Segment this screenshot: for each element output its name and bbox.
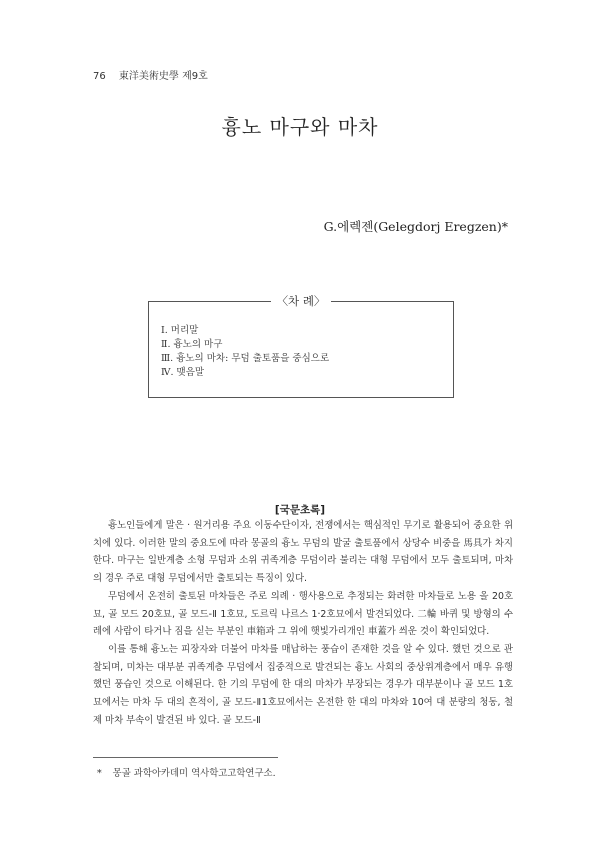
abstract-paragraph: 이를 통해 흉노는 피장자와 더불어 마차를 매납하는 풍습이 존재한 것을 알 수 있다. 했던 것으로 관찰되며, 미차는 대부분 귀족계층 무덤에서 집중적으로 발견되는 흉노 사회의 중상위계층에서 매우 유행했던 풍습인 것으로 이해된다. 한 기의 무덤에 한 대의 마차가 부장되는 경우가 대부분이나 골 모드 1호묘에서는 마차 두 대의 흔적이, 골 모드-Ⅱ1호묘에서는 온전한 한 대의 마차와 10여 대 분량의 청동, 철제 마차 부속이 발견된 바 있다. 골 모드-Ⅱ — [93, 643, 513, 726]
abstract-paragraph: 무덤에서 온전히 출토된 마차들은 주로 의례 · 행사용으로 추정되는 화려한 마차들로 노용 올 20호묘, 골 모드 20호묘, 골 모드-Ⅱ 1호묘, 도르릭 나르스 1·2호묘에서 발견되었다. 二輪 바퀴 및 방형의 수레에 사람이 타거나 짐을 싣는 부분인 車箱과 그 위에 햇빛가리개인 車蓋가 씌운 것이 확인되었다. — [93, 590, 513, 638]
abstract-body — [93, 517, 513, 729]
footnote-divider — [93, 757, 278, 758]
page-number: 76 — [93, 71, 106, 82]
journal-name: 東洋美術史學 제9호 — [118, 71, 208, 82]
abstract-heading: [국문초록] — [274, 504, 326, 516]
footnote-mark: * — [97, 768, 102, 779]
footnote-text: 몽골 과학아카데미 역사학고고학연구소. — [112, 768, 276, 779]
toc-item: Ⅰ. 머리말 — [161, 325, 199, 336]
footnote — [97, 765, 276, 779]
toc-item: Ⅳ. 맺음말 — [161, 367, 205, 378]
article-title: 흉노 마구와 마차 — [221, 115, 379, 139]
toc-heading: 〈차 례〉 — [271, 294, 332, 308]
running-head — [93, 67, 208, 82]
toc-list — [161, 324, 329, 380]
toc-item: Ⅱ. 흉노의 마구 — [161, 339, 223, 350]
table-of-contents — [148, 294, 454, 398]
author-line: G.에렉젠(Gelegdorj Eregzen)* — [323, 219, 508, 234]
toc-item: Ⅲ. 흉노의 마차: 무덤 출토품을 중심으로 — [161, 353, 330, 364]
abstract-paragraph: 흉노인들에게 말은 · 원거리용 주요 이동수단이자, 전쟁에서는 핵심적인 무기로 활용되어 중요한 위치에 있다. 이러한 말의 중요도에 따라 몽골의 흉노 무덤의 발굴 출토품에서 상당수 비중을 馬具가 차지한다. 마구는 일반계층 소형 무덤과 소위 귀족계층 무덤이라 불리는 대형 무덤에서 모두 출토되며, 마차의 경우 주로 대형 무덤에서만 출토되는 특징이 있다. — [93, 520, 513, 585]
